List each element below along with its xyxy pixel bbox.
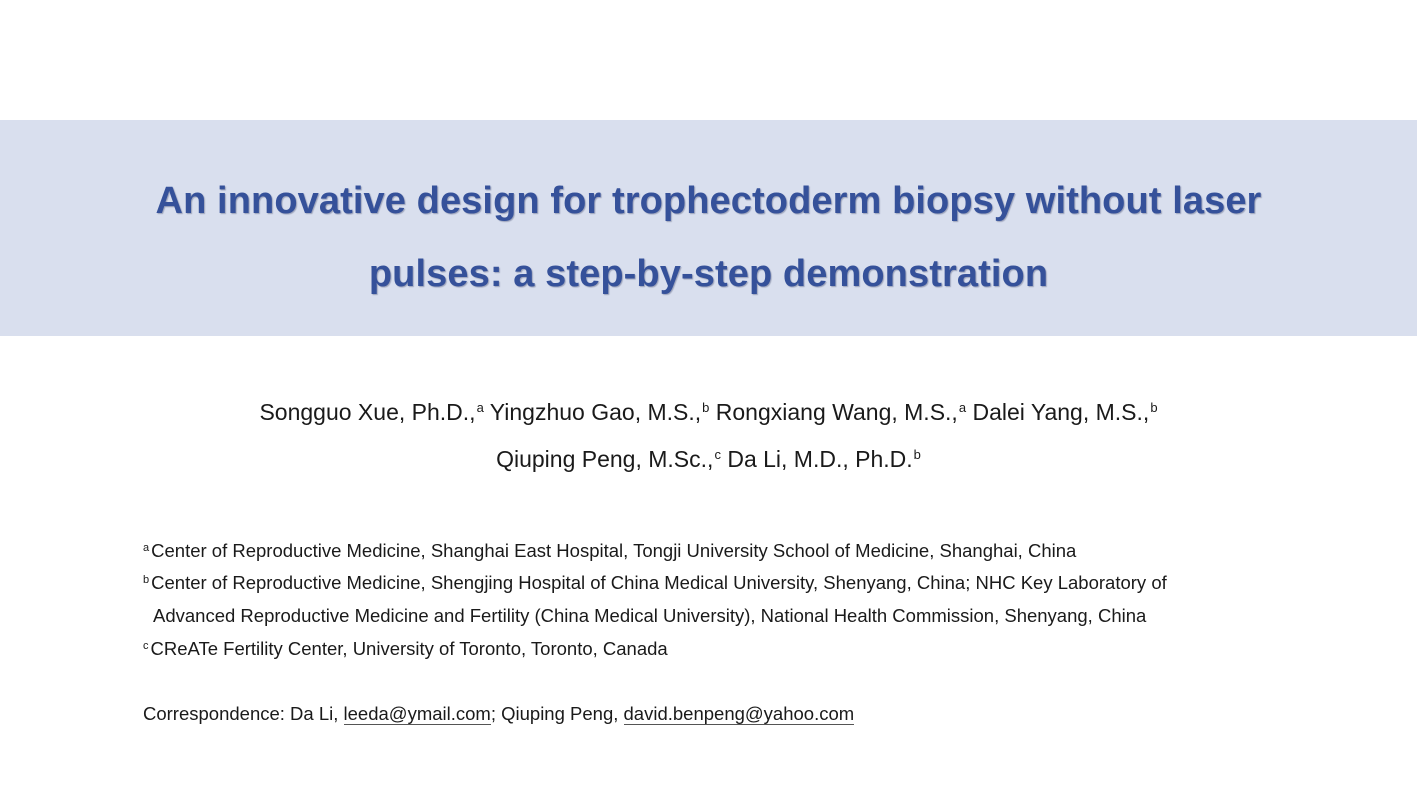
author-name: Rongxiang Wang, M.S.,: [715, 399, 958, 425]
affiliation-marker: a: [476, 400, 484, 415]
author-list-line-1: [0, 399, 1417, 426]
email-link-da-li[interactable]: leeda@ymail.com: [343, 703, 491, 724]
paper-title-line-1: An innovative design for trophectoderm biopsy without laser: [155, 180, 1262, 222]
affiliation-text: CReATe Fertility Center, University of Toronto, Toronto, Canada: [150, 638, 668, 659]
author-name: Songguo Xue, Ph.D.,: [259, 399, 476, 425]
paper-title-line-2: pulses: a step-by-step demonstration: [368, 253, 1049, 295]
affiliation-a: [143, 540, 1076, 562]
affiliation-text: Advanced Reproductive Medicine and Fertility (China Medical University), National Health Commission, Shenyang, China: [153, 605, 1147, 626]
affiliation-text: Center of Reproductive Medicine, Shanghai East Hospital, Tongji University School of Medicine, Shanghai, China: [151, 540, 1077, 561]
affiliation-marker: b: [1150, 400, 1158, 415]
correspondence-label: Correspondence: Da Li,: [143, 703, 339, 724]
affiliation-marker: a: [958, 400, 967, 415]
affiliation-mark: a: [143, 542, 150, 554]
affiliation-marker: b: [913, 447, 921, 462]
correspondence-separator: ; Qiuping Peng,: [490, 703, 619, 724]
affiliation-mark: c: [143, 640, 149, 652]
affiliation-b-continuation: [153, 605, 1146, 627]
email-link-qiuping-peng[interactable]: david.benpeng@yahoo.com: [623, 703, 855, 724]
author-name: Qiuping Peng, M.Sc.,: [496, 446, 714, 472]
author-list-line-2: [0, 446, 1417, 473]
affiliation-b: [143, 572, 1167, 594]
affiliation-mark: b: [143, 574, 150, 586]
title-band: [0, 120, 1417, 336]
author-name: Dalei Yang, M.S.,: [972, 399, 1150, 425]
author-name: Yingzhuo Gao, M.S.,: [489, 399, 702, 425]
affiliation-marker: c: [714, 447, 721, 462]
affiliation-c: [143, 638, 668, 660]
correspondence: [143, 703, 854, 725]
affiliation-marker: b: [702, 400, 710, 415]
affiliation-text: Center of Reproductive Medicine, Shengjing Hospital of China Medical University, Shenyang, China; NHC Key Laboratory of: [151, 572, 1167, 593]
author-name: Da Li, M.D., Ph.D.: [727, 446, 913, 472]
